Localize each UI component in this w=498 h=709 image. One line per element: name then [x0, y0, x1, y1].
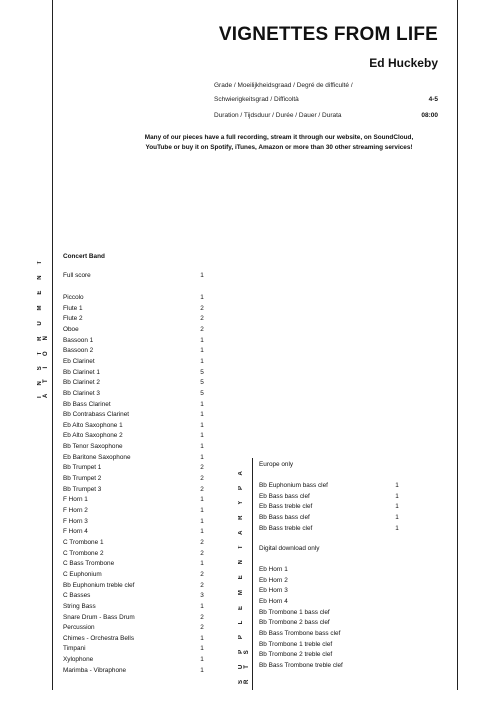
instrumentation-side-label: I N S T R U M E N T A T I O N [37, 256, 49, 398]
instrument-quantity: 2 [200, 549, 204, 557]
europe-part-name: Bb Bass bass clef [259, 513, 310, 521]
instrument-quantity: 1 [200, 517, 204, 525]
digital-part-name: Eb Horn 2 [259, 576, 288, 584]
instrument-name: Bb Trumpet 2 [63, 475, 102, 483]
instrument-quantity: 1 [200, 560, 204, 568]
instrument-name: Eb Alto Saxophone 1 [63, 421, 123, 429]
instrument-name: Oboe [63, 325, 79, 333]
grade-label-line1: Grade / Moeilijkheidsgraad / Degré de difficulté / [214, 82, 353, 89]
instrument-quantity: 2 [200, 570, 204, 578]
instrument-quantity: 2 [200, 485, 204, 493]
digital-part-name: Eb Horn 1 [259, 566, 288, 573]
instrument-name: Eb Clarinet [63, 357, 95, 365]
instrument-name: C Euphonium [63, 570, 102, 578]
instrument-name: Xylophone [63, 656, 94, 664]
instrument-name: C Trombone 2 [63, 549, 104, 557]
supplementary-side-label: S U P P L E M E N T A R Y P A R T S [238, 466, 250, 684]
instrument-name: Bb Clarinet 2 [63, 379, 100, 387]
concert-band-heading: Concert Band [63, 253, 105, 260]
instrument-quantity: 2 [200, 475, 204, 483]
instrument-quantity: 2 [200, 538, 204, 546]
instrument-quantity: 1 [200, 443, 204, 451]
europe-part-name: Eb Bass treble clef [259, 503, 313, 511]
instrument-name: Bb Trumpet 1 [63, 464, 102, 472]
instrument-quantity: 3 [200, 592, 204, 600]
digital-part-name: Eb Horn 3 [259, 587, 288, 595]
instrument-name: Bb Clarinet 3 [63, 389, 100, 397]
europe-part-name: Bb Bass treble clef [259, 524, 313, 532]
instrument-name: Piccolo [63, 294, 84, 301]
instrument-quantity: 1 [200, 528, 204, 536]
digital-part-name: Bb Bass Trombone bass clef [259, 629, 341, 637]
instrument-name: Eb Baritone Saxophone [63, 453, 131, 461]
europe-part-quantity: 1 [395, 503, 399, 511]
instrument-quantity: 2 [200, 315, 204, 323]
instrument-quantity: 1 [200, 666, 204, 674]
instrument-name: Eb Alto Saxophone 2 [63, 432, 123, 440]
europe-only-heading: Europe only [259, 461, 294, 468]
instrument-name: Bb Bass Clarinet [63, 400, 111, 408]
instrument-name: Bb Clarinet 1 [63, 368, 100, 376]
instrument-name: Full score [63, 272, 91, 279]
right-margin-rule [457, 0, 458, 690]
europe-part-quantity: 1 [395, 492, 399, 500]
europe-part-quantity: 1 [395, 524, 399, 532]
supplementary-column-rule [252, 458, 253, 690]
instrument-quantity: 2 [200, 304, 204, 312]
instrument-name: Snare Drum - Bass Drum [63, 613, 135, 621]
instrument-quantity: 1 [200, 634, 204, 642]
digital-part-name: Bb Trombone 1 treble clef [259, 640, 333, 648]
streaming-promo [100, 133, 458, 153]
promo-line-1: Many of our pieces have a full recording, stream it through our website, on SoundCloud, [144, 134, 414, 141]
instrument-quantity: 1 [200, 400, 204, 408]
digital-part-name: Bb Bass Trombone treble clef [259, 661, 343, 669]
instrument-name: Flute 1 [63, 304, 83, 312]
instrument-name: Bassoon 1 [63, 336, 94, 344]
instrument-quantity: 1 [200, 347, 204, 355]
digital-part-name: Bb Trombone 1 bass clef [259, 608, 330, 616]
instrument-name: Flute 2 [63, 315, 83, 323]
instrument-quantity: 1 [200, 272, 204, 279]
europe-part-quantity: 1 [395, 482, 399, 489]
instrument-quantity: 1 [200, 496, 204, 504]
instrument-quantity: 1 [200, 336, 204, 344]
europe-part-name: Eb Bass bass clef [259, 492, 310, 500]
europe-part-name: Bb Euphonium bass clef [259, 482, 328, 489]
instrument-name: F Horn 4 [63, 528, 88, 536]
instrument-quantity: 1 [200, 411, 204, 419]
instrument-name: Bb Contrabass Clarinet [63, 411, 130, 419]
europe-part-quantity: 1 [395, 513, 399, 521]
instrument-name: Bassoon 2 [63, 347, 94, 355]
duration-value: 08:00 [421, 112, 438, 119]
instrument-quantity: 1 [200, 507, 204, 514]
instrument-name: C Trombone 1 [63, 538, 104, 546]
left-margin-rule [52, 0, 53, 690]
instrument-quantity: 1 [200, 294, 204, 301]
grade-label-line2: Schwierigkeitsgrad / Difficoltà [214, 96, 299, 103]
duration-label: Duration / Tijdsduur / Durée / Dauer / Durata [214, 112, 342, 119]
composer-name: Ed Huckeby [369, 56, 438, 70]
instrument-name: Marimba - Vibraphone [63, 666, 127, 674]
instrument-quantity: 5 [200, 368, 204, 376]
instrument-quantity: 2 [200, 464, 204, 472]
instrument-quantity: 1 [200, 357, 204, 365]
instrument-quantity: 1 [200, 645, 204, 653]
instrument-quantity: 5 [200, 389, 204, 397]
instrument-quantity: 1 [200, 656, 204, 664]
instrument-quantity: 1 [200, 453, 204, 461]
instrument-name: C Basses [63, 592, 91, 600]
instrument-name: Bb Tenor Saxophone [63, 443, 123, 451]
instrument-quantity: 5 [200, 379, 204, 387]
instrument-name: Timpani [63, 645, 86, 653]
instrument-name: F Horn 1 [63, 496, 88, 504]
grade-value: 4-5 [428, 96, 438, 103]
digital-download-heading: Digital download only [259, 545, 320, 552]
instrument-quantity: 2 [200, 624, 204, 632]
instrument-quantity: 2 [200, 325, 204, 333]
digital-part-name: Eb Horn 4 [259, 597, 288, 605]
instrument-quantity: 1 [200, 421, 204, 429]
instrument-name: Bb Trumpet 3 [63, 485, 102, 493]
instrument-quantity: 1 [200, 602, 204, 610]
instrument-name: Bb Euphonium treble clef [63, 581, 135, 589]
instrument-name: Chimes - Orchestra Bells [63, 634, 135, 642]
instrument-name: C Bass Trombone [63, 560, 115, 568]
instrument-name: F Horn 3 [63, 517, 88, 525]
instrument-name: F Horn 2 [63, 507, 88, 514]
digital-part-name: Bb Trombone 2 treble clef [259, 651, 333, 659]
piece-title: VIGNETTES FROM LIFE [218, 24, 438, 45]
promo-line-2: YouTube or buy it on Spotify, iTunes, Amazon or more than 30 other streaming services! [145, 144, 413, 151]
digital-part-name: Bb Trombone 2 bass clef [259, 619, 330, 627]
instrument-name: String Bass [63, 602, 96, 610]
instrument-quantity: 2 [200, 581, 204, 589]
instrument-quantity: 2 [200, 613, 204, 621]
instrument-name: Percussion [63, 624, 95, 632]
instrument-quantity: 1 [200, 432, 204, 440]
